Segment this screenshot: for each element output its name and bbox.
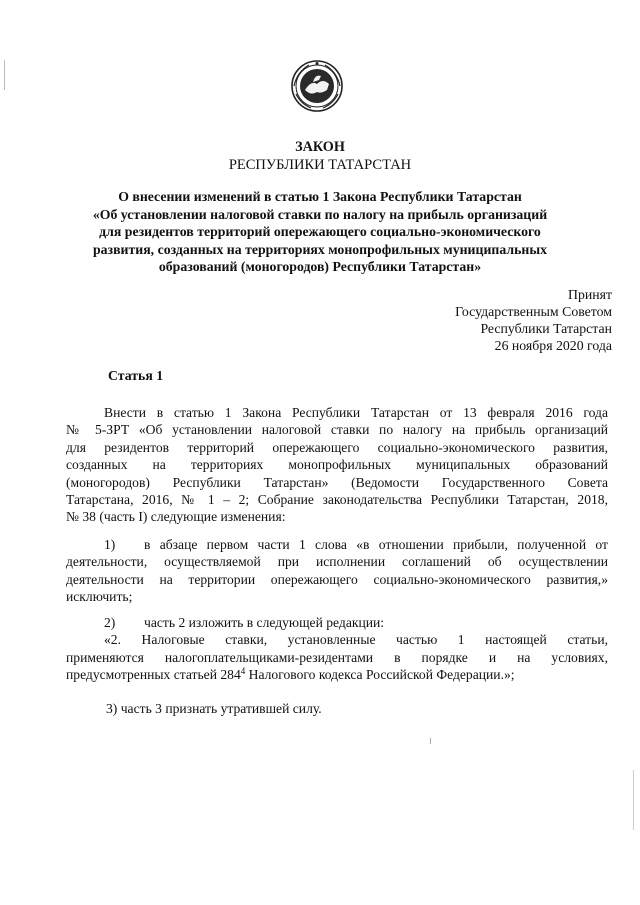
quote-line: «2. Налоговые ставки, установленные частью 1 настоящей статьи, xyxy=(104,632,608,648)
intro-paragraph xyxy=(66,404,608,526)
scan-edge-mark xyxy=(633,770,634,830)
item-line: исключить; xyxy=(66,589,133,605)
item-1 xyxy=(66,536,608,606)
adoption-block xyxy=(455,286,612,354)
scan-margin-mark xyxy=(4,60,5,90)
intro-line: № 38 (часть I) следующие изменения: xyxy=(66,509,286,525)
quote-line: применяются налогоплательщиками-резидентами в порядке и на условиях, xyxy=(66,649,608,665)
adopted-line: Государственным Советом xyxy=(455,304,612,319)
article-heading: Статья 1 xyxy=(108,368,164,383)
item-number: 2) xyxy=(104,615,116,630)
adopted-line: Принят xyxy=(567,287,612,302)
item-line: часть 2 изложить в следующей редакции: xyxy=(144,615,385,630)
republic-title: РЕСПУБЛИКИ ТАТАРСТАН xyxy=(228,157,412,173)
subject-line: развития, созданных на территориях монопрофильных муниципальных xyxy=(92,241,548,257)
adopted-line: Республики Татарстан xyxy=(480,321,612,336)
superscript: 4 xyxy=(240,666,246,677)
tatarstan-emblem-icon xyxy=(291,60,343,112)
adoption-date: 26 ноября 2020 года xyxy=(494,338,612,353)
law-subject xyxy=(72,188,568,276)
quote-line: Налогового кодекса Российской Федерации.»; xyxy=(245,667,515,683)
subject-line: для резидентов территорий опережающего социально-экономического xyxy=(99,224,541,239)
subject-line: О внесении изменений в статью 1 Закона Республики Татарстан xyxy=(118,189,522,204)
intro-line: созданных на территориях монопрофильных муниципальных образований xyxy=(66,457,608,473)
item-line: в абзаце первом части 1 слова «в отношении прибыли, полученной от xyxy=(144,537,608,552)
intro-line: № 5-ЗРТ «Об установлении налоговой ставки по налогу на прибыль организаций xyxy=(66,422,608,438)
intro-line: Татарстана, 2016, № 1 – 2; Собрание законодательства Республики Татарстан, 2018, xyxy=(66,492,608,508)
subject-line: образований (моногородов) Республики Татарстан» xyxy=(158,259,482,274)
law-title: ЗАКОН xyxy=(295,139,345,155)
quote-line: предусмотренных статьей 284 xyxy=(66,667,241,683)
item-3: 3) часть 3 признать утратившей силу. xyxy=(106,701,322,716)
intro-line: (моногородов) Республики Татарстан» (Ведомости Государственного Совета xyxy=(66,474,608,490)
scan-speck xyxy=(430,738,431,744)
item-line: деятельности, осуществляемой при исполнении соглашений об осуществлении xyxy=(66,554,608,570)
item-line: деятельности на территории опережающего социально-экономического развития,» xyxy=(66,571,608,587)
subject-line: «Об установлении налоговой ставки по налогу на прибыль организаций xyxy=(92,206,548,222)
intro-line: Внести в статью 1 Закона Республики Татарстан от 13 февраля 2016 года xyxy=(104,405,608,420)
item-number: 1) xyxy=(104,537,116,552)
intro-line: для резидентов территорий опережающего социально-экономического развития, xyxy=(66,439,608,455)
item-2 xyxy=(66,614,608,684)
